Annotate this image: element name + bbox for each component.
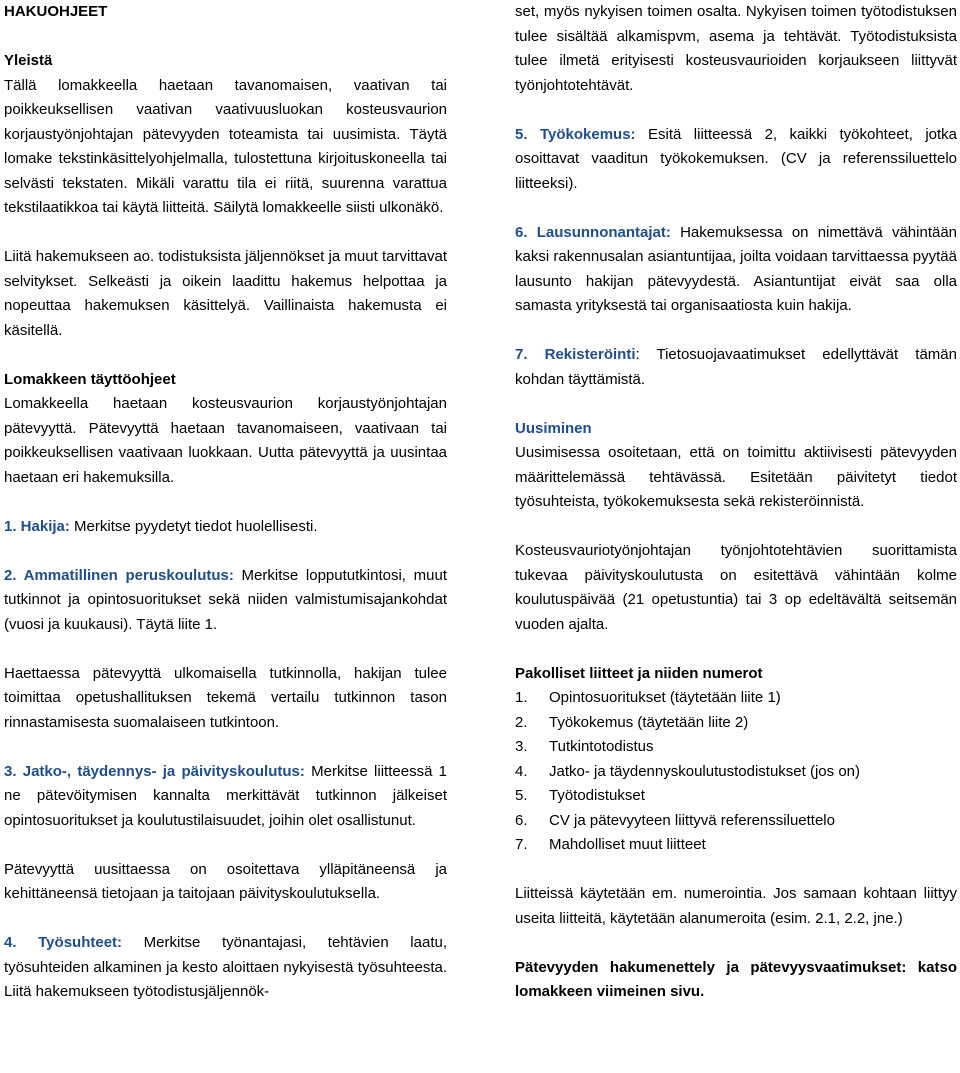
item-1-text: Merkitse pyydetyt tiedot huolellisesti. (69, 517, 318, 535)
item-6-text: Hakemuksessa on nimettävä vähintään kaksi rakennusalan asiantuntijaa, joilta voidaan tarvittaessa pyytää lausunto hakijan pätevyydestä. Asiantuntijat eivät saa olla samasta yrityksestä tai organisaatiosta kuin hakija. (515, 223, 958, 314)
item-4-label: 4. Työsuhteet: (4, 934, 123, 951)
list-item: 6. CV ja pätevyyteen liittyvä referenssiluettelo (515, 811, 835, 829)
item-7-text: : Tietosuojavaatimukset edellyttävät tämän kohdan täyttämistä. (515, 346, 957, 388)
list-item: 2. Työkokemus (täytetään liite 2) (515, 713, 749, 731)
item-3 (4, 760, 447, 834)
list-item: 5. Työtodistukset (515, 787, 645, 804)
uusiminen-paragraph: Uusimisessa osoitetaan, että on toimittu aktiivisesti pätevyyden määrittelemässä tehtävässä. Esitetään päivitetyt tiedot työsuhteista, työkokemuksesta sekä rekisteröinnistä. (515, 444, 957, 510)
list-item: 1. Opintosuoritukset (täytetään liite 1) (515, 689, 781, 706)
attachments-list (515, 686, 957, 858)
item-4-text: Merkitse työnantajasi, tehtävien laatu, työsuhteiden alkaminen ja kesto aloittaen nykyisestä työsuhteesta. Liitä hakemukseen työtodistusjäljennök- (4, 934, 447, 1000)
koulutus-paragraph: Kosteusvauriotyönjohtajan työnjohtotehtävien suorittamista tukevaa päivityskoulutusta on esitettävä vähintään kolme koulutuspäivää (21 opetustuntia) tai 3 op edeltävältä seitsemän vuoden ajalta. (515, 542, 957, 633)
list-item: 7. Mahdolliset muut liitteet (515, 836, 706, 853)
item-2-label: 2. Ammatillinen peruskoulutus: (4, 566, 234, 584)
uusittaessa-paragraph: Pätevyyttä uusittaessa on osoitettava ylläpitäneensä ja kehittäneensä tietojaan ja taitojaan päivityskoulutuksella. (4, 860, 447, 902)
taytto-paragraph: Lomakkeella haetaan kosteusvaurion korjaustyönjohtajan pätevyyttä. Pätevyyttä haetaan tavanomaiseen, vaativaan tai poikkeuksellisen vaativaan luokkaan. Uutta pätevyyttä ja uusintaa haetaan eri hakemuksilla. (4, 395, 447, 486)
yleista-paragraph: Tällä lomakkeella haetaan tavanomaisen, vaativan tai poikkeuksellisen vaativan vaativuusluokan kosteusvaurion korjaustyönjohtajan pätevyyden toteamista tai uusimista. Täytä lomake tekstinkäsittelyohjelmalla, tulostettuna kirjoituskoneella tai selvästi tekstaten. Mikäli varattu tila ei riitä, suurenna varattua tekstilaatikkoa tai käytä liitteitä. Säilytä lomakkeelle siisti ulkonäkö. (4, 76, 447, 216)
page-title: HAKUOHJEET (4, 3, 108, 20)
item-4 (4, 931, 447, 1005)
item-7-label: 7. Rekisteröinti (515, 346, 636, 363)
item-2-text: Merkitse loppututkintosi, muut tutkinnot ja opintosuoritukset sekä niiden valmistumisajankohdat (vuosi ja kuukausi). Täytä liite 1. (4, 566, 448, 633)
uusiminen-heading: Uusiminen (515, 419, 592, 437)
item-3-label: 3. Jatko-, täydennys- ja päivityskoulutus: (4, 762, 305, 780)
liitteet-heading: Pakolliset liitteet ja niiden numerot (515, 664, 763, 682)
item-6-label: 6. Lausunnonantajat: (515, 223, 671, 241)
ulkomainen-paragraph: Haettaessa pätevyyttä ulkomaisella tutkinnolla, hakijan tulee toimittaa opetushallituksen tekemä vertailu tutkinnon tason rinnastamisesta suomalaiseen tutkintoon. (4, 664, 447, 731)
item-6 (515, 221, 957, 319)
taytto-heading: Lomakkeen täyttöohjeet (4, 370, 176, 388)
left-column (4, 0, 447, 1005)
numerointi-paragraph: Liitteissä käytetään em. numerointia. Jos samaan kohtaan liittyy useita liitteitä, käytetään alanumeroita (esim. 2.1, 2.2, jne.) (515, 885, 957, 927)
list-item: 4. Jatko- ja täydennyskoulutustodistukset (jos on) (515, 762, 860, 780)
vaatimukset-paragraph: Pätevyyden hakumenettely ja pätevyysvaatimukset: katso lomakkeen viimeinen sivu. (515, 958, 957, 1000)
liita-paragraph: Liitä hakemukseen ao. todistuksista jäljennökset ja muut tarvittavat selvitykset. Selkeästi ja oikein laadittu hakemus helpottaa ja nopeuttaa hakemuksen käsittelyä. Vaillinaista hakemusta ei käsitellä. (4, 248, 447, 339)
item-1-label: 1. Hakija: (4, 517, 70, 535)
list-item: 3. Tutkintotodistus (515, 738, 654, 755)
item-4-continued: set, myös nykyisen toimen osalta. Nykyisen toimen työtodistuksen tulee sisältää alkamispvm, asema ja tehtävät. Työtodistuksista tulee ilmetä erityisesti kosteusvaurioiden korjaukseen liittyvät työnjohtotehtävät. (515, 3, 957, 94)
item-3-text: Merkitse liitteessä 1 ne pätevöitymisen kannalta merkittävät tutkinnon jälkeiset opintosuoritukset ja koulutustilaisuudet, joihin olet osallistunut. (4, 762, 447, 829)
right-column (515, 0, 957, 1005)
item-1 (4, 515, 447, 540)
item-5 (515, 123, 957, 197)
yleista-heading: Yleistä (4, 52, 53, 69)
item-7 (515, 343, 957, 392)
item-2 (4, 564, 447, 638)
item-5-text: Esitä liitteessä 2, kaikki työkohteet, jotka osoittavat vaaditun työkokemuksen. (CV ja referenssiluettelo liitteeksi). (515, 125, 958, 192)
item-5-label: 5. Työkokemus: (515, 125, 636, 143)
